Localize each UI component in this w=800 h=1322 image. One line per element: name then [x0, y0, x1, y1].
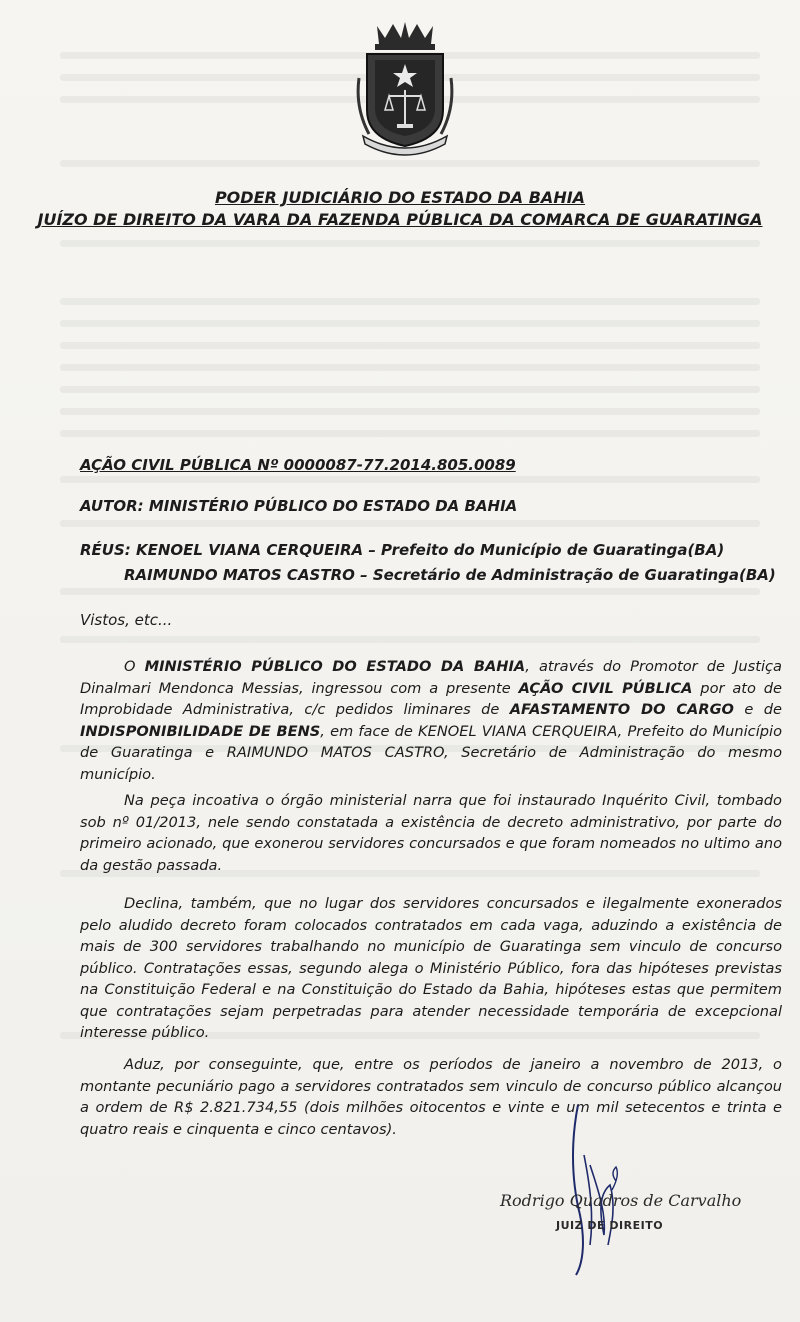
- paragraph-3: Declina, também, que no lugar dos servidores concursados e ilegalmente exonerados pelo aludido decreto foram colocados contratados em cada vaga, aduzindo a existência de mais de 300 servidores trabalhando no município de Guaratinga sem vinculo de concurso público. Contratações essas, segundo alega o Ministério Público, fora das hipóteses previstas na Constituição Federal e na Constituição do Estado da Bahia, hipóteses estas que permitem que contratações sejam perpetradas para atender necessidade temporária de excepcional interesse público.: [80, 895, 782, 1041]
- signatory-name: Rodrigo Quadros de Carvalho: [500, 1191, 742, 1210]
- court-name-heading: PODER JUDICIÁRIO DO ESTADO DA BAHIA: [214, 188, 586, 207]
- case-number: AÇÃO CIVIL PÚBLICA Nº 0000087-77.2014.805.0089: [80, 456, 516, 474]
- handwritten-signature: [520, 1095, 630, 1280]
- case-author: AUTOR: MINISTÉRIO PÚBLICO DO ESTADO DA BAHIA: [80, 497, 518, 515]
- greeting: Vistos, etc...: [80, 611, 173, 629]
- case-defendant-1: RÉUS: KENOEL VIANA CERQUEIRA – Prefeito do Município de Guaratinga(BA): [80, 541, 725, 559]
- state-coat-of-arms-emblem: [355, 18, 455, 160]
- paragraph-4: Aduz, por conseguinte, que, entre os períodos de janeiro a novembro de 2013, o montante pecuniário pago a servidores contratados sem vinculo de concurso público alcançou a ordem de R$ 2.821.734,55 (dois milhões oitocentos e vinte e um mil setecentos e trinta e quatro reais e cinquenta e cinco centavos).: [80, 1056, 782, 1138]
- paragraph-2: Na peça incoativa o órgão ministerial narra que foi instaurado Inquérito Civil, tombado sob nº 01/2013, nele sendo constatada a existência de decreto administrativo, por parte do primeiro acionado, que exonerou servidores concursados e que foram nomeados no ultimo ano da gestão passada.: [80, 792, 782, 874]
- paragraph-1: O MINISTÉRIO PÚBLICO DO ESTADO DA BAHIA, através do Promotor de Justiça Dinalmari Mendonca Messias, ingressou com a presente AÇÃO CIVIL PÚBLICA por ato de Improbidade Administrativa, c/c pedidos liminares de AFASTAMENTO DO CARGO e de INDISPONIBILIDADE DE BENS, em face de KENOEL VIANA CERQUEIRA, Prefeito do Município de Guaratinga e RAIMUNDO MATOS CASTRO, Secretário de Administração do mesmo município.: [80, 658, 783, 783]
- signatory-role: JUIZ DE DIREITO: [556, 1219, 664, 1232]
- case-defendant-2: RAIMUNDO MATOS CASTRO – Secretário de Administração de Guaratinga(BA): [124, 566, 776, 584]
- court-division-heading: JUÍZO DE DIREITO DA VARA DA FAZENDA PÚBLICA DA COMARCA DE GUARATINGA: [37, 210, 763, 229]
